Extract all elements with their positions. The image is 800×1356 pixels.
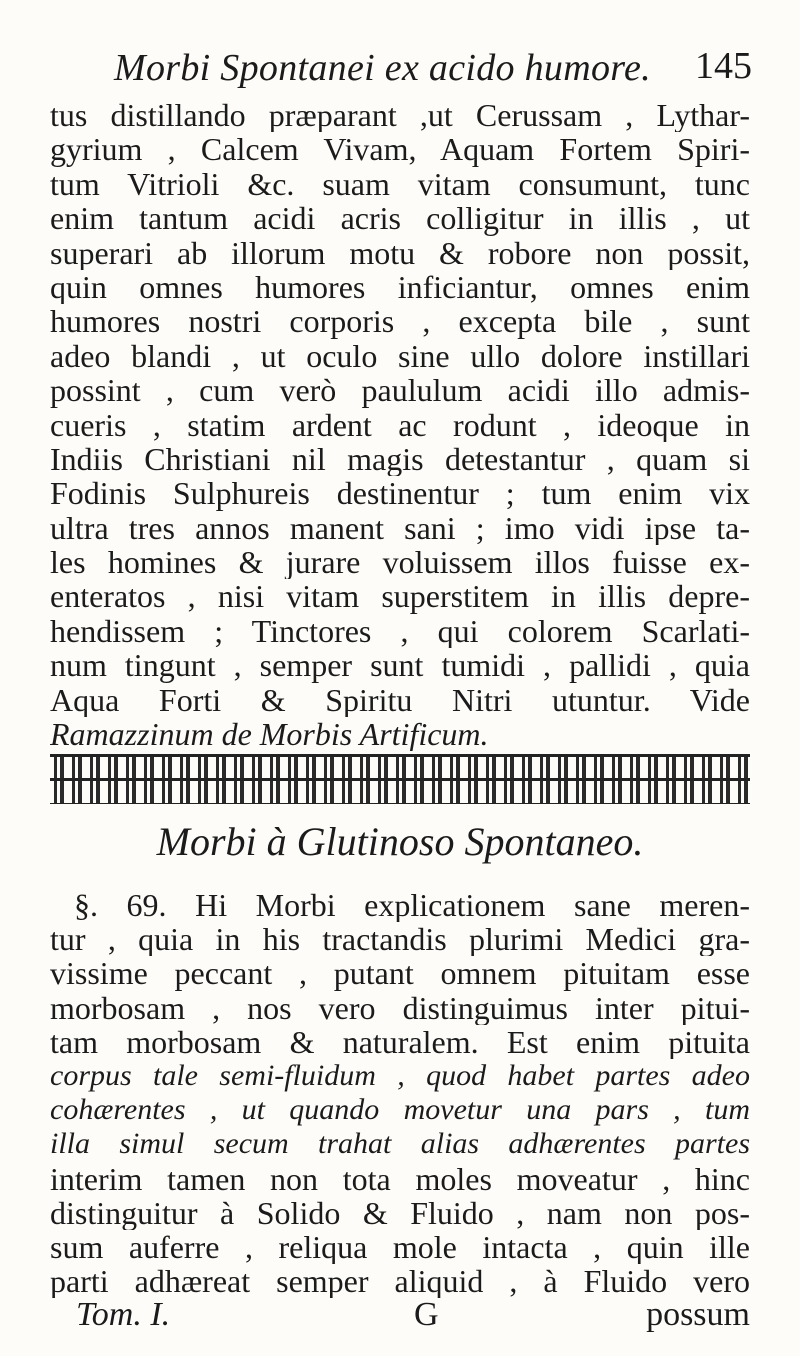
text-line: Fodinis Sulphureis destinentur ; tum enim vix [50, 476, 750, 511]
text-line: distinguitur à Solido & Fluido , nam non pos- [50, 1195, 750, 1230]
text-line: tam morbosam & naturalem. Est enim pituita [50, 1024, 750, 1059]
text-line: num tingunt , semper sunt tumidi , pallidi , quia [50, 648, 750, 683]
text-line: gyrium , Calcem Vivam, Aquam Fortem Spiri- [50, 132, 750, 167]
running-title: Morbi Spontanei ex acido humore. [114, 47, 651, 89]
text-line: corpus tale semi-fluidum , quod habet partes adeo [50, 1058, 750, 1092]
text-line: enim tantum acidi acris colligitur in illis , ut [50, 201, 750, 236]
page-footer [50, 1296, 750, 1346]
text-line: tum Vitrioli &c. suam vitam consumunt, tunc [50, 166, 750, 202]
page-number: 145 [695, 45, 752, 87]
text-line: humores nostri corporis , excepta bile , sunt [50, 304, 750, 339]
text-line: superari ab illorum motu & robore non possit, [50, 235, 750, 270]
text-line: hendissem ; Tinctores , qui colorem Scarlati- [50, 613, 750, 649]
text-line: cohærentes , ut quando movetur una pars , tum [50, 1093, 750, 1127]
text-line: les homines & jurare voluissem illos fuisse ex- [50, 545, 750, 580]
text-line: parti adhæreat semper aliquid , à Fluido vero [50, 1264, 750, 1299]
text-line: tur , quia in his tractandis plurimi Medici gra- [50, 922, 750, 957]
body-paragraph-1 [50, 98, 750, 751]
text-line: quin omnes humores inficiantur, omnes enim [50, 269, 750, 305]
text-line: Indiis Christiani nil magis detestantur , quam si [50, 441, 750, 477]
citation-line: Ramazzinum de Morbis Artificum. [50, 717, 489, 752]
text-line: §. 69. Hi Morbi explicationem sane meren- [74, 888, 750, 923]
text-line: vissime peccant , putant omnem pituitam esse [50, 956, 750, 991]
text-line: sum auferre , reliqua mole intacta , quin ille [50, 1229, 750, 1265]
catchword: possum [646, 1296, 750, 1333]
text-line: adeo blandi , ut oculo sine ullo dolore instillari [50, 338, 750, 374]
section-heading: Morbi à Glutinoso Spontaneo. [156, 819, 644, 864]
text-line: morbosam , nos vero distinguimus inter pitui- [50, 990, 750, 1025]
text-line: possint , cum verò paululum acidi illo admis- [50, 373, 750, 408]
text-line: Aqua Forti & Spiritu Nitri utuntur. Vide [50, 682, 750, 718]
gathering-signature: G [414, 1296, 439, 1333]
text-line: enteratos , nisi vitam superstitem in illis depre- [50, 579, 750, 614]
volume-signature: Tom. I. [76, 1296, 171, 1333]
body-paragraph-2 [50, 888, 750, 1298]
text-line: ultra tres annos manent sani ; imo vidi ipse ta- [50, 510, 750, 546]
text-line: interim tamen non tota moles moveatur , hinc [50, 1161, 750, 1196]
running-head [52, 40, 752, 100]
text-line: cueris , statim ardent ac rodunt , ideoque in [50, 407, 750, 442]
ornament-band-bottom [50, 778, 750, 804]
text-line: illa simul secum trahat alias adhærentes partes [50, 1127, 750, 1161]
text-line: tus distillando præparant ,ut Cerussam , Lythar- [50, 98, 750, 133]
ornamental-divider [50, 748, 750, 804]
